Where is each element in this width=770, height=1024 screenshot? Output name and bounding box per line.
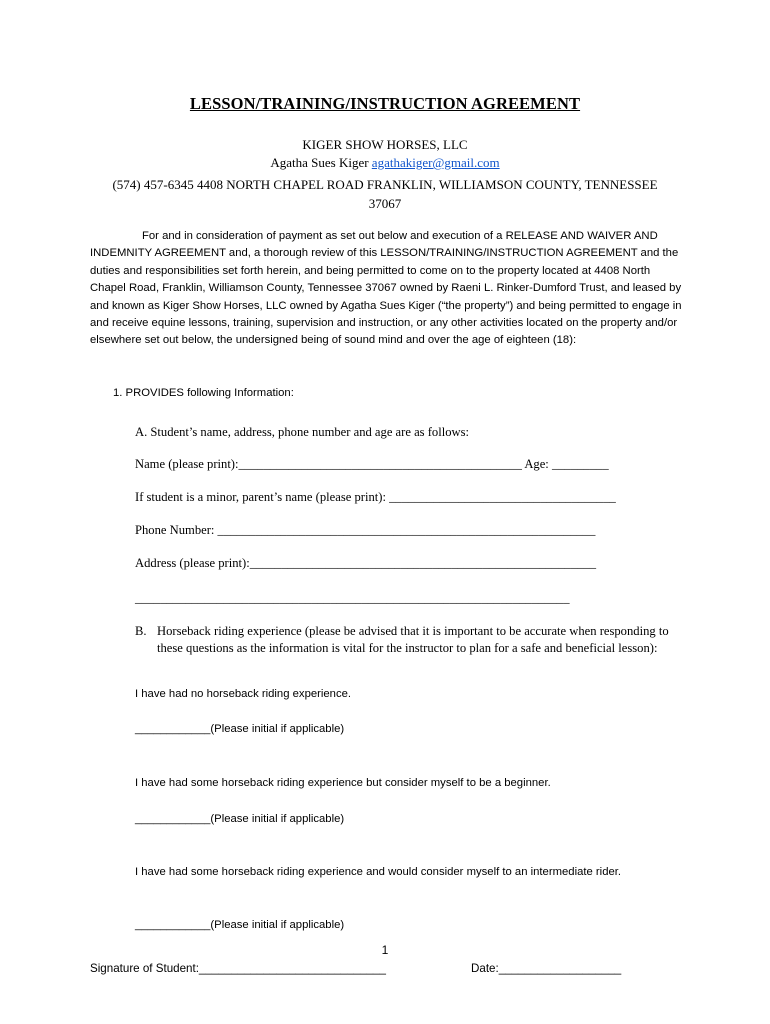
contact-name: Agatha Sues Kiger [270, 155, 369, 170]
parent-name-field[interactable]: If student is a minor, parent’s name (please print): ____________________________________ [135, 490, 616, 504]
contact-email-link[interactable]: agathakiger@gmail.com [371, 155, 500, 170]
student-signature-field[interactable]: Signature of Student:_____________________________ [90, 962, 386, 975]
intro-text: For and in consideration of payment as set out below and execution of a RELEASE AND WAIVER AND INDEMNITY AGREEMENT and, a thorough review of this LESSON/TRAINING/INSTRUCTION AGREEMENT and the duties and responsibilities set forth herein, and being permitted to come on to the property located at 4408 North Chapel Road, Franklin, Williamson County, Tennessee 37067 owned by Raeni L. Rinker-Dumford Trust, and leased by and known as Kiger Show Horses, LLC owned by Agatha Sues Kiger (“the property”) and being permitted to engage in and receive equine lessons, training, supervision and instruction, or any other activities located on the property and/or elsewhere set out below, the undersigned being of sound mind and over the age of eighteen (18): [90, 230, 682, 347]
experience-option-none: I have had no horseback riding experience. [135, 688, 352, 700]
document-title: LESSON/TRAINING/INSTRUCTION AGREEMENT [189, 94, 581, 113]
address-field-line-2[interactable]: _____________________________________________________________________ [135, 591, 570, 605]
name-age-field[interactable]: Name (please print):_____________________________________________ Age: _________ [135, 457, 609, 471]
initial-line-beginner[interactable]: ____________(Please initial if applicable) [135, 813, 345, 825]
page-number: 1 [381, 943, 389, 957]
initial-line-none[interactable]: ____________(Please initial if applicable) [135, 723, 345, 735]
section-1b-text: Horseback riding experience (please be advised that it is important to be accurate when responding to these questions as the information is vital for the instructor to plan for a safe and beneficial lesson): [157, 624, 669, 655]
section-1b [135, 623, 675, 656]
address-line-1: (574) 457-6345 4408 NORTH CHAPEL ROAD FRANKLIN, WILLIAMSON COUNTY, TENNESSEE [112, 177, 658, 192]
experience-option-intermediate: I have had some horseback riding experience and would consider myself to an intermediate rider. [135, 866, 622, 878]
section-1-heading: 1. PROVIDES following Information: [113, 387, 294, 399]
date-field[interactable]: Date:___________________ [471, 962, 622, 975]
section-1a-heading: A. Student’s name, address, phone number and age are as follows: [135, 425, 469, 439]
company-name: KIGER SHOW HORSES, LLC [302, 137, 468, 152]
phone-number-field[interactable]: Phone Number: ____________________________________________________________ [135, 523, 596, 537]
contact-line [0, 155, 770, 171]
initial-line-intermediate[interactable]: ____________(Please initial if applicable) [135, 919, 345, 931]
address-line-2: 37067 [368, 196, 402, 211]
address-field[interactable]: Address (please print):_______________________________________________________ [135, 556, 597, 570]
experience-option-beginner: I have had some horseback riding experience but consider myself to be a beginner. [135, 777, 551, 789]
intro-paragraph [90, 228, 682, 350]
section-1b-letter: B. [135, 624, 147, 638]
